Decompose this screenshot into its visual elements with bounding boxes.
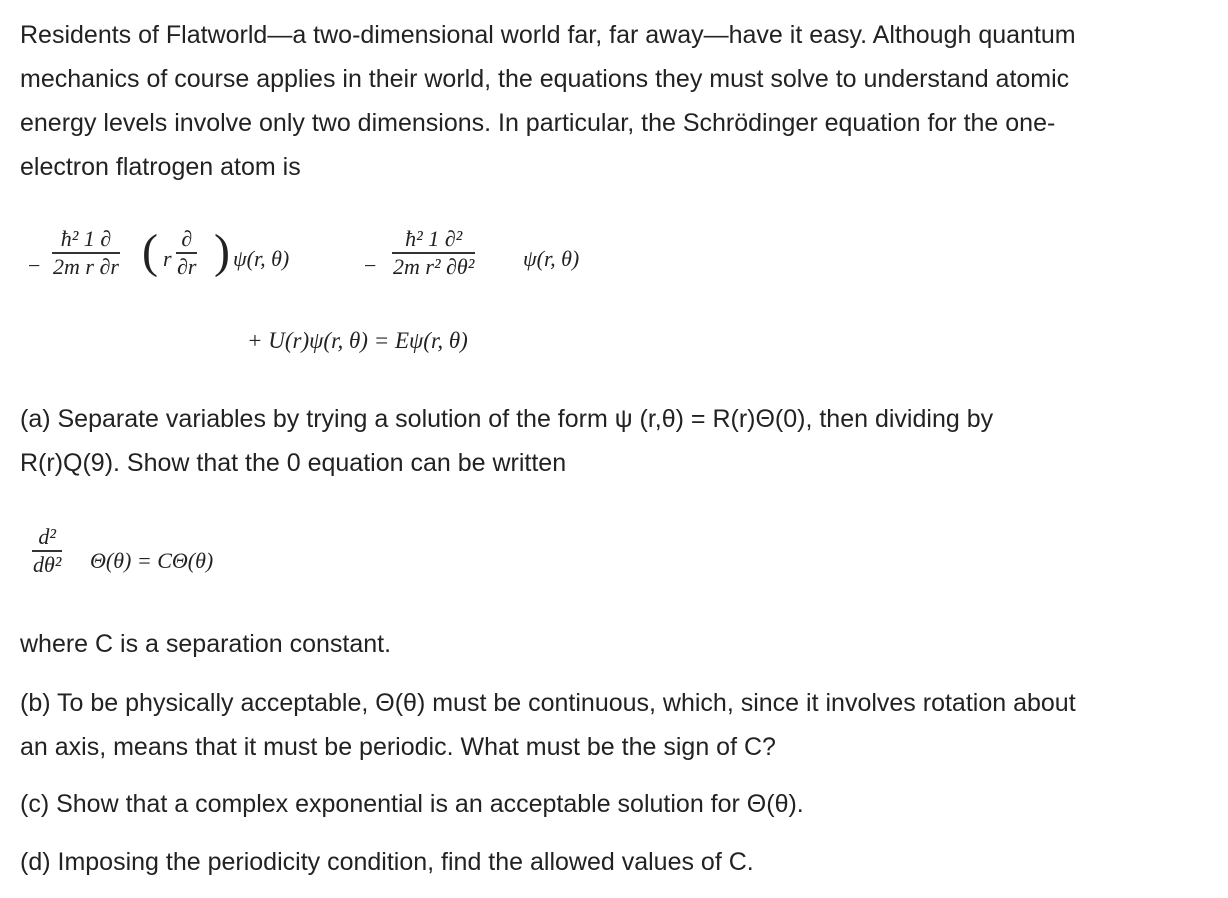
part-a-line-1: (a) Separate variables by trying a solution of the form ψ (r,θ) = R(r)Θ(0), then dividing by (20, 405, 994, 433)
theta-numerator: d² (38, 524, 56, 549)
psi-term-1: ψ(r, θ) (233, 246, 290, 271)
part-d: (d) Imposing the periodicity condition, find the allowed values of C. (20, 848, 754, 876)
term2-numerator: ħ² 1 ∂² (405, 226, 463, 251)
intro-line-4: electron flatrogen atom is (20, 153, 301, 181)
theta-equation (0, 522, 400, 612)
theta-fraction (32, 526, 62, 576)
intro-line-3: energy levels involve only two dimensions. In particular, the Schrödinger equation for the one- (20, 109, 1056, 137)
term1-numerator: ħ² 1 ∂ (60, 226, 112, 251)
schrodinger-equation (0, 220, 700, 380)
part-b-line-2: an axis, means that it must be periodic. What must be the sign of C? (20, 733, 776, 761)
separation-constant-note: where C is a separation constant. (20, 630, 392, 658)
part-b-line-1: (b) To be physically acceptable, Θ(θ) must be continuous, which, since it involves rotation about (20, 689, 1076, 717)
right-paren: ) (214, 225, 230, 278)
intro-line-1: Residents of Flatworld—a two-dimensional world far, far away—have it easy. Although quantum (20, 21, 1076, 49)
term1-fraction (52, 228, 120, 278)
inner-denominator: ∂r (177, 253, 197, 279)
inner-fraction (176, 228, 197, 278)
minus-sign: − (28, 253, 41, 278)
theta-denominator: dθ² (33, 551, 62, 577)
theta-equation-rhs: Θ(θ) = CΘ(θ) (90, 548, 214, 573)
part-c: (c) Show that a complex exponential is an acceptable solution for Θ(θ). (20, 790, 804, 818)
psi-term-2: ψ(r, θ) (523, 246, 580, 271)
term1-denominator: 2m r ∂r (53, 253, 119, 279)
equation-line-2: + U(r)ψ(r, θ) = Eψ(r, θ) (247, 328, 468, 353)
minus-sign-2: − (364, 253, 377, 278)
inner-r: r (163, 246, 172, 271)
inner-numerator: ∂ (181, 226, 193, 251)
intro-line-2: mechanics of course applies in their world, the equations they must solve to understand atomic (20, 65, 1070, 93)
left-paren: ( (142, 225, 158, 278)
term2-fraction (392, 228, 475, 278)
term2-denominator: 2m r² ∂θ² (393, 253, 475, 279)
part-a-line-2: R(r)Q(9). Show that the 0 equation can be written (20, 449, 567, 477)
